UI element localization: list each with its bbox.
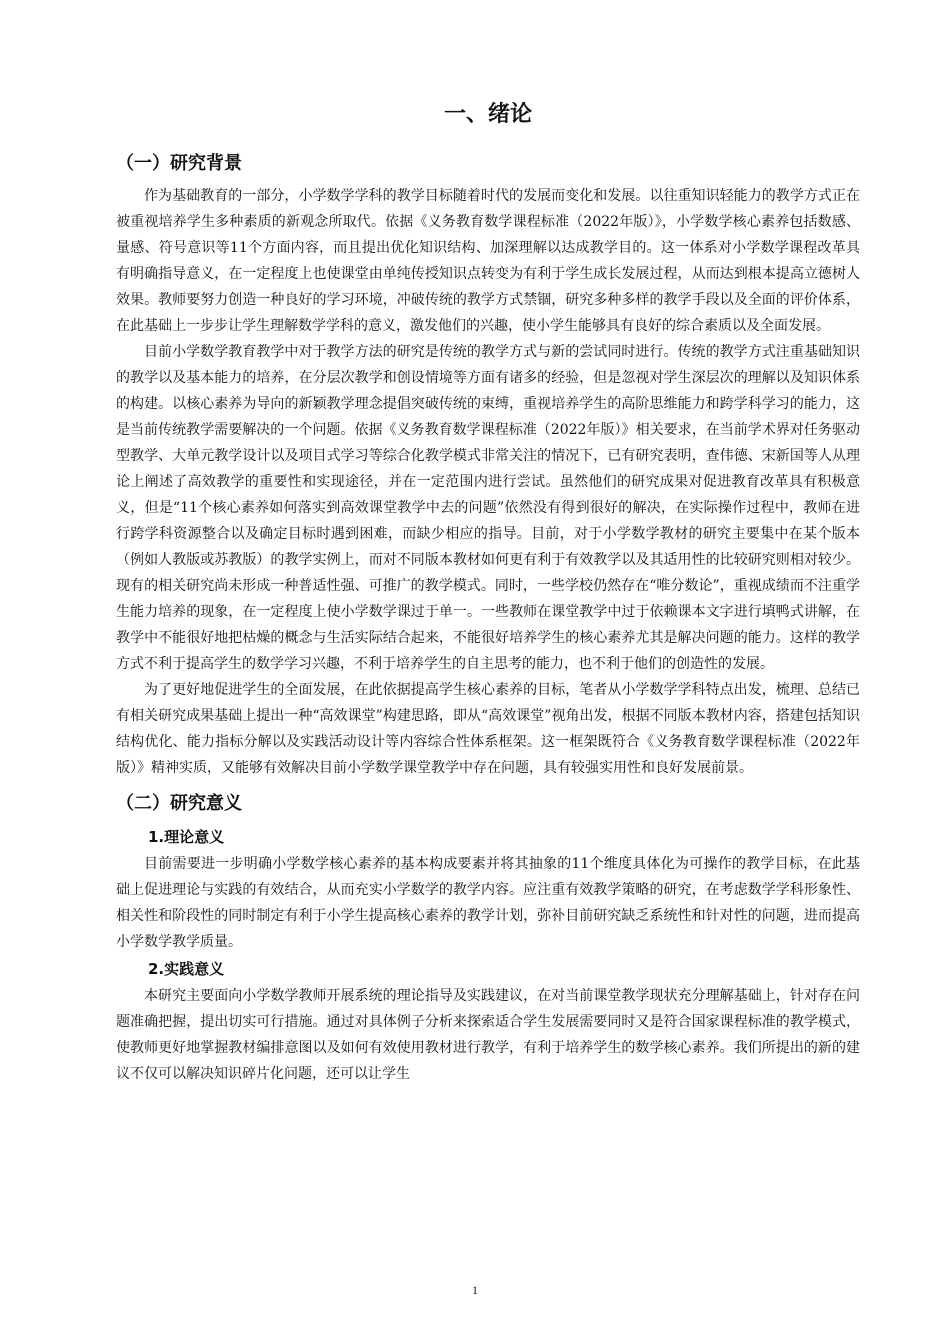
paragraph: 目前需要进一步明确小学数学核心素养的基本构成要素并将其抽象的11个维度具体化为可操作的教学目标，在此基础上促进理论与实践的有效结合，从而充实小学数学的教学内容。应注重有效教学策略的研究，在考虑数学学科形象性、相关性和阶段性的同时制定有利于小学生提高核心素养的教学计划，弥补目前研究缺乏系统性和针对性的问题，进而提高小学数学教学质量。 (116, 856, 860, 950)
subsection-heading-theory: 1.理论意义 (148, 828, 225, 846)
paragraph: 目前小学数学教育教学中对于教学方法的研究是传统的教学方式与新的尝试同时进行。传统的教学方式注重基础知识的教学以及基本能力的培养，在分层次教学和创设情境等方面有诸多的经验，但是忽视对学生深层次的理解以及知识体系的构建。以核心素养为导向的新颖教学理念提倡突破传统的束缚，重视培养学生的高阶思维能力和跨学科学习的能力，这是当前传统教学需要解决的一个问题。依据《义务教育数学课程标准（2022年版）》相关要求，在当前学术界对任务驱动型教学、大单元教学设计以及项目式学习等综合化教学模式非常关注的情况下，已有研究表明，查伟德、宋新国等人从理论上阐述了高效教学的重要性和实现途径，并在一定范围内进行尝试。虽然他们的研究成果对促进教育改革具有积极意义，但是“11个核心素养如何落实到高效课堂教学中去的问题”依然没有得到很好的解决，在实际操作过程中，教师在进行跨学科资源整合以及确定目标时遇到困难，而缺少相应的指导。目前，对于小学数学教材的研究主要集中在某个版本（例如人教版或苏教版）的教学实例上，而对不同版本教材如何更有利于有效教学以及其适用性的比较研究则相对较少。现有的相关研究尚未形成一种普适性强、可推广的教学模式。同时，一些学校仍然存在“唯分数论”，重视成绩而不注重学生能力培养的现象，在一定程度上使小学数学课过于单一。一些教师在课堂教学中过于依赖课本文字进行填鸭式讲解，在教学中不能很好地把枯燥的概念与生活实际结合起来，不能很好培养学生的核心素养尤其是解决问题的能力。这样的教学方式不利于提高学生的数学学习兴趣，不利于培养学生的自主思考的能力，也不利于他们的创造性的发展。 (116, 344, 860, 672)
section-heading-significance: （二）研究意义 (116, 793, 242, 814)
page-content (116, 95, 860, 1087)
paragraph: 为了更好地促进学生的全面发展，在此依据提高学生核心素养的目标，笔者从小学数学学科特点出发，梳理、总结已有相关研究成果基础上提出一种“高效课堂”构建思路，即从“高效课堂”视角出发，根据不同版本教材内容，搭建包括知识结构优化、能力指标分解以及实践活动设计等内容综合性体系框架。这一框架既符合《义务教育数学课程标准（2022年版）》精神实质，又能够有效解决目前小学数学课堂教学中存在问题，具有较强实用性和良好发展前景。 (116, 682, 860, 776)
section-heading-background: （一）研究背景 (116, 153, 242, 174)
chapter-title: 一、绪论 (443, 102, 532, 127)
page-number: 1 (472, 1283, 478, 1297)
subsection-heading-practice: 2.实践意义 (148, 960, 225, 978)
paragraph: 本研究主要面向小学数学教师开展系统的理论指导及实践建议，在对当前课堂教学现状充分理解基础上，针对存在问题准确把握，提出切实可行措施。通过对具体例子分析来探索适合学生发展需要同时又是符合国家课程标准的教学模式，使教师更好地掌握教材编排意图以及如何有效使用教材进行教学，有利于培养学生的数学核心素养。我们所提出的新的建议不仅可以解决知识碎片化问题，还可以让学生 (116, 988, 860, 1082)
paragraph: 作为基础教育的一部分，小学数学学科的教学目标随着时代的发展而变化和发展。以往重知识轻能力的教学方式正在被重视培养学生多种素质的新观念所取代。依据《义务教育数学课程标准（2022年版）》，小学数学核心素养包括数感、量感、符号意识等11个方面内容，而且提出优化知识结构、加深理解以达成教学目的。这一体系对小学数学课程改革具有明确指导意义，在一定程度上也使课堂由单纯传授知识点转变为有利于学生成长发展过程，从而达到根本提高立德树人效果。教师要努力创造一种良好的学习环境，冲破传统的教学方式禁锢，研究多种多样的教学手段以及全面的评价体系，在此基础上一步步让学生理解数学学科的意义，激发他们的兴趣，使小学生能够具有良好的综合素质以及全面发展。 (116, 188, 860, 334)
